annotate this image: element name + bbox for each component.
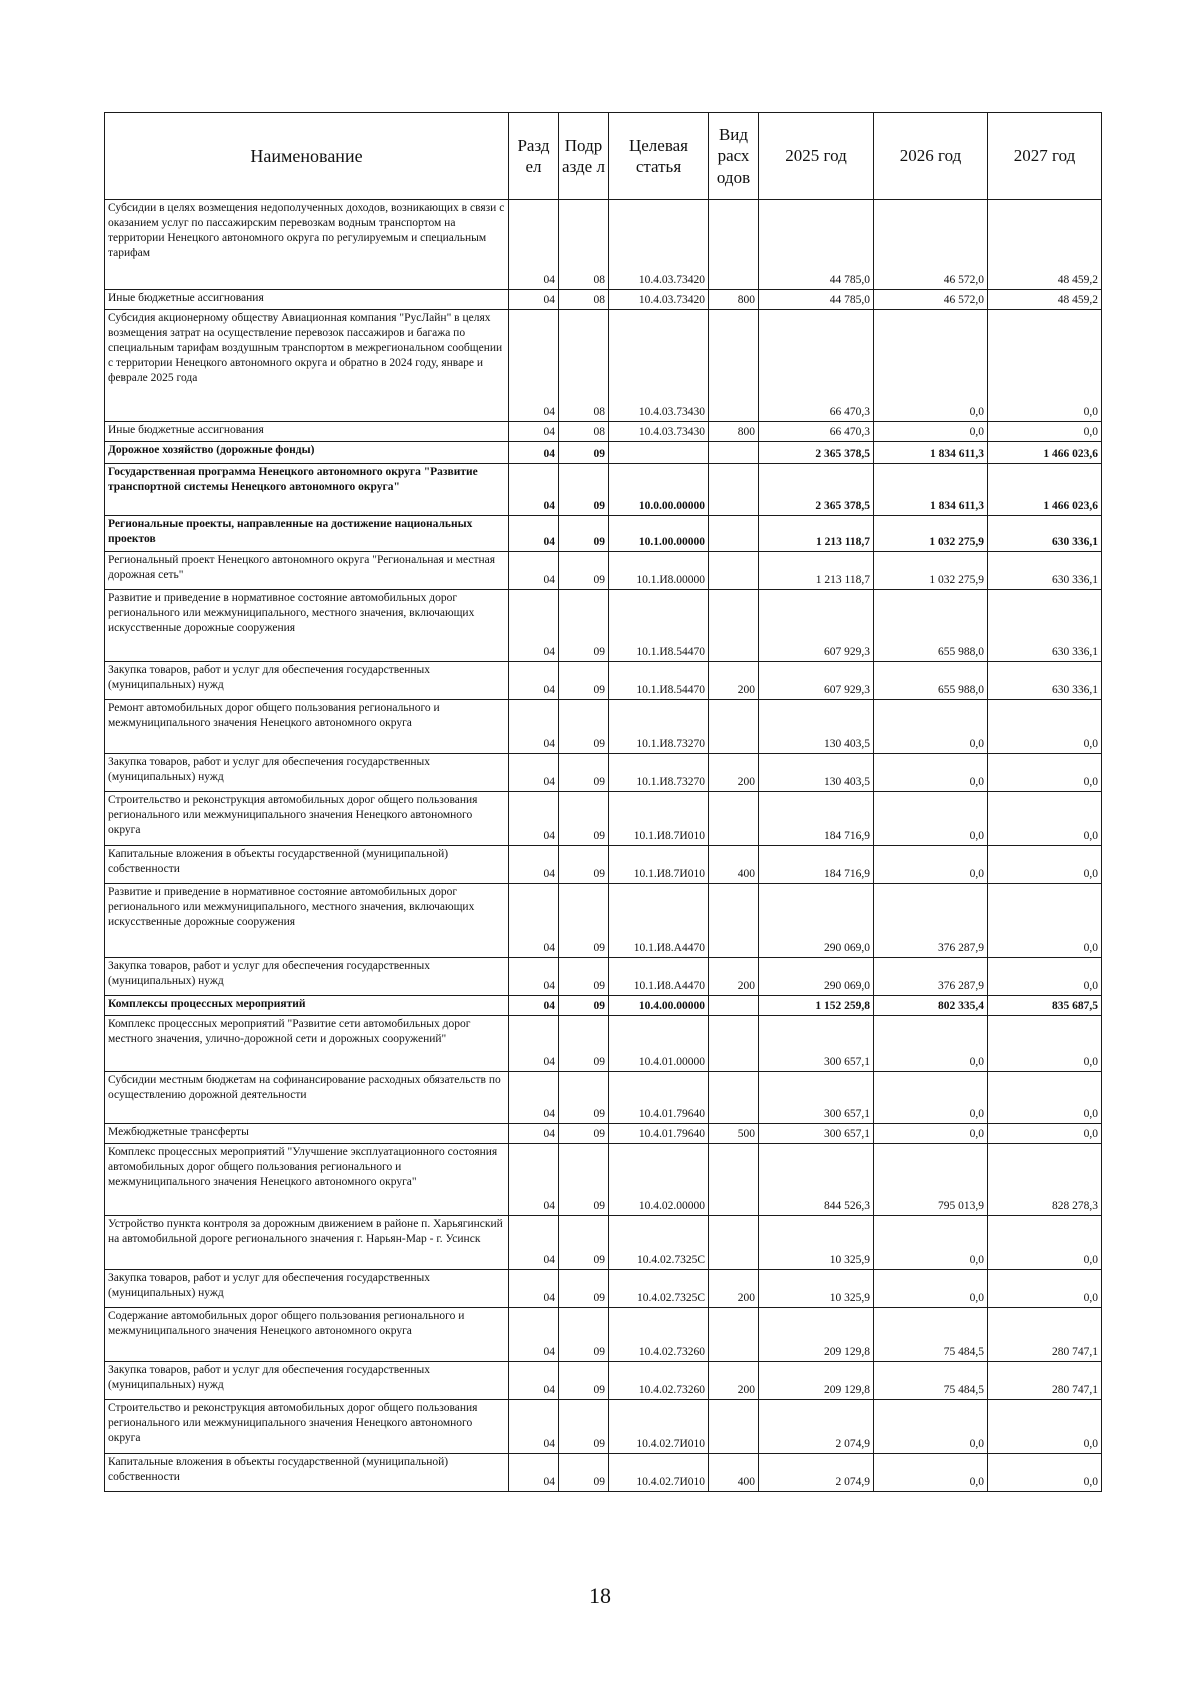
cell-2025: 1 152 259,8 <box>759 996 874 1016</box>
cell-2025: 2 074,9 <box>759 1400 874 1454</box>
header-podrazdel: Подр азде л <box>559 113 609 200</box>
cell-razdel: 04 <box>509 700 559 754</box>
cell-2026: 0,0 <box>874 846 988 884</box>
cell-2025: 209 129,8 <box>759 1308 874 1362</box>
cell-podrazdel: 09 <box>559 996 609 1016</box>
table-row <box>105 1016 1102 1072</box>
cell-target: 10.1.И8.73270 <box>609 754 709 792</box>
cell-name: Субсидии в целях возмещения недополученных доходов, возникающих в связи с оказанием услуг по пассажирским перевозкам водным транспортом на территории Ненецкого автономного округа по регулируемым и специальным тарифам <box>105 200 509 290</box>
cell-vid <box>709 200 759 290</box>
header-2027: 2027 год <box>988 113 1102 200</box>
table-row <box>105 590 1102 662</box>
cell-podrazdel: 09 <box>559 700 609 754</box>
cell-target: 10.4.01.79640 <box>609 1072 709 1124</box>
cell-name: Устройство пункта контроля за дорожным движением в районе п. Харьягинский на автомобильной дороге регионального значения г. Нарьян-Мар - г. Усинск <box>105 1216 509 1270</box>
cell-podrazdel: 09 <box>559 442 609 464</box>
cell-2025: 2 365 378,5 <box>759 442 874 464</box>
cell-target: 10.4.02.73260 <box>609 1362 709 1400</box>
cell-target: 10.4.02.7325С <box>609 1270 709 1308</box>
cell-2027: 630 336,1 <box>988 662 1102 700</box>
table-row <box>105 464 1102 516</box>
cell-2025: 184 716,9 <box>759 792 874 846</box>
table-row <box>105 846 1102 884</box>
cell-podrazdel: 08 <box>559 310 609 422</box>
cell-2025: 290 069,0 <box>759 958 874 996</box>
cell-2025: 10 325,9 <box>759 1216 874 1270</box>
table-row <box>105 552 1102 590</box>
table-row <box>105 442 1102 464</box>
cell-vid <box>709 1400 759 1454</box>
cell-razdel: 04 <box>509 422 559 442</box>
cell-2025: 184 716,9 <box>759 846 874 884</box>
table-row <box>105 1270 1102 1308</box>
cell-razdel: 04 <box>509 1400 559 1454</box>
cell-2026: 0,0 <box>874 1016 988 1072</box>
cell-razdel: 04 <box>509 884 559 958</box>
cell-target: 10.4.02.7325С <box>609 1216 709 1270</box>
cell-2025: 300 657,1 <box>759 1016 874 1072</box>
cell-razdel: 04 <box>509 290 559 310</box>
cell-razdel: 04 <box>509 1362 559 1400</box>
cell-vid: 400 <box>709 1454 759 1492</box>
cell-vid <box>709 700 759 754</box>
cell-vid: 500 <box>709 1124 759 1144</box>
cell-2027: 1 466 023,6 <box>988 442 1102 464</box>
header-vid: Вид расх одов <box>709 113 759 200</box>
cell-2026: 795 013,9 <box>874 1144 988 1216</box>
cell-2027: 48 459,2 <box>988 200 1102 290</box>
cell-vid <box>709 1308 759 1362</box>
cell-2026: 376 287,9 <box>874 958 988 996</box>
cell-2026: 0,0 <box>874 1216 988 1270</box>
cell-vid <box>709 1216 759 1270</box>
cell-2025: 209 129,8 <box>759 1362 874 1400</box>
cell-target: 10.1.И8.54470 <box>609 662 709 700</box>
table-body <box>105 200 1102 1492</box>
cell-2027: 48 459,2 <box>988 290 1102 310</box>
cell-2025: 10 325,9 <box>759 1270 874 1308</box>
header-2025: 2025 год <box>759 113 874 200</box>
cell-name: Капитальные вложения в объекты государственной (муниципальной) собственности <box>105 1454 509 1492</box>
cell-2027: 0,0 <box>988 310 1102 422</box>
cell-podrazdel: 08 <box>559 290 609 310</box>
header-name: Наименование <box>105 113 509 200</box>
cell-podrazdel: 09 <box>559 1144 609 1216</box>
cell-2026: 1 834 611,3 <box>874 464 988 516</box>
cell-podrazdel: 09 <box>559 662 609 700</box>
table-row <box>105 792 1102 846</box>
cell-target: 10.1.И8.7И010 <box>609 792 709 846</box>
cell-target: 10.0.00.00000 <box>609 464 709 516</box>
cell-razdel: 04 <box>509 1072 559 1124</box>
cell-razdel: 04 <box>509 1124 559 1144</box>
header-target: Целевая статья <box>609 113 709 200</box>
cell-vid: 200 <box>709 1270 759 1308</box>
cell-2026: 0,0 <box>874 1270 988 1308</box>
cell-target: 10.1.И8.7И010 <box>609 846 709 884</box>
cell-podrazdel: 09 <box>559 1216 609 1270</box>
cell-2026: 0,0 <box>874 1400 988 1454</box>
cell-vid: 200 <box>709 662 759 700</box>
cell-2026: 46 572,0 <box>874 290 988 310</box>
cell-vid <box>709 1072 759 1124</box>
cell-razdel: 04 <box>509 1270 559 1308</box>
table-row <box>105 1400 1102 1454</box>
cell-2026: 75 484,5 <box>874 1308 988 1362</box>
cell-podrazdel: 09 <box>559 1308 609 1362</box>
cell-2027: 0,0 <box>988 1072 1102 1124</box>
cell-razdel: 04 <box>509 310 559 422</box>
cell-vid: 200 <box>709 958 759 996</box>
cell-podrazdel: 09 <box>559 1072 609 1124</box>
cell-vid <box>709 884 759 958</box>
cell-2026: 0,0 <box>874 310 988 422</box>
cell-2026: 1 834 611,3 <box>874 442 988 464</box>
cell-target <box>609 442 709 464</box>
table-row <box>105 1144 1102 1216</box>
table-row <box>105 290 1102 310</box>
cell-podrazdel: 09 <box>559 846 609 884</box>
cell-2026: 0,0 <box>874 422 988 442</box>
cell-2025: 1 213 118,7 <box>759 516 874 552</box>
cell-2027: 280 747,1 <box>988 1308 1102 1362</box>
table-row <box>105 1216 1102 1270</box>
cell-2025: 66 470,3 <box>759 422 874 442</box>
cell-target: 10.1.И8.00000 <box>609 552 709 590</box>
cell-podrazdel: 08 <box>559 200 609 290</box>
cell-razdel: 04 <box>509 200 559 290</box>
cell-target: 10.1.И8.54470 <box>609 590 709 662</box>
cell-name: Иные бюджетные ассигнования <box>105 290 509 310</box>
cell-name: Капитальные вложения в объекты государственной (муниципальной) собственности <box>105 846 509 884</box>
table-row <box>105 884 1102 958</box>
cell-2027: 0,0 <box>988 1016 1102 1072</box>
cell-name: Закупка товаров, работ и услуг для обеспечения государственных (муниципальных) нужд <box>105 754 509 792</box>
cell-2027: 0,0 <box>988 846 1102 884</box>
cell-razdel: 04 <box>509 1016 559 1072</box>
cell-2025: 2 074,9 <box>759 1454 874 1492</box>
cell-razdel: 04 <box>509 1308 559 1362</box>
cell-podrazdel: 09 <box>559 1016 609 1072</box>
cell-vid <box>709 516 759 552</box>
cell-razdel: 04 <box>509 464 559 516</box>
cell-name: Содержание автомобильных дорог общего пользования регионального и межмуниципального значения Ненецкого автономного округа <box>105 1308 509 1362</box>
cell-razdel: 04 <box>509 552 559 590</box>
cell-vid <box>709 590 759 662</box>
cell-2026: 802 335,4 <box>874 996 988 1016</box>
cell-razdel: 04 <box>509 1216 559 1270</box>
cell-podrazdel: 09 <box>559 754 609 792</box>
cell-2025: 44 785,0 <box>759 200 874 290</box>
table-row <box>105 1308 1102 1362</box>
cell-2027: 630 336,1 <box>988 590 1102 662</box>
cell-target: 10.4.02.00000 <box>609 1144 709 1216</box>
cell-razdel: 04 <box>509 1144 559 1216</box>
cell-2027: 280 747,1 <box>988 1362 1102 1400</box>
cell-2026: 0,0 <box>874 792 988 846</box>
cell-2027: 0,0 <box>988 958 1102 996</box>
cell-2027: 0,0 <box>988 1124 1102 1144</box>
cell-name: Субсидии местным бюджетам на софинансирование расходных обязательств по осуществлению дорожной деятельности <box>105 1072 509 1124</box>
cell-vid <box>709 1144 759 1216</box>
cell-target: 10.4.02.7И010 <box>609 1454 709 1492</box>
cell-razdel: 04 <box>509 754 559 792</box>
cell-podrazdel: 09 <box>559 884 609 958</box>
cell-2025: 66 470,3 <box>759 310 874 422</box>
cell-target: 10.1.И8.73270 <box>609 700 709 754</box>
table-row <box>105 516 1102 552</box>
cell-podrazdel: 09 <box>559 792 609 846</box>
cell-name: Региональные проекты, направленные на достижение национальных проектов <box>105 516 509 552</box>
cell-target: 10.1.00.00000 <box>609 516 709 552</box>
cell-name: Иные бюджетные ассигнования <box>105 422 509 442</box>
cell-2025: 607 929,3 <box>759 662 874 700</box>
cell-podrazdel: 09 <box>559 464 609 516</box>
table-row <box>105 310 1102 422</box>
cell-name: Государственная программа Ненецкого автономного округа "Развитие транспортной системы Ненецкого автономного округа" <box>105 464 509 516</box>
cell-2026: 655 988,0 <box>874 662 988 700</box>
cell-name: Дорожное хозяйство (дорожные фонды) <box>105 442 509 464</box>
table-header-row <box>105 113 1102 200</box>
cell-target: 10.1.И8.А4470 <box>609 958 709 996</box>
cell-2026: 46 572,0 <box>874 200 988 290</box>
cell-name: Строительство и реконструкция автомобильных дорог общего пользования регионального или межмуниципального значения Ненецкого автономного округа <box>105 792 509 846</box>
cell-name: Межбюджетные трансферты <box>105 1124 509 1144</box>
cell-2026: 1 032 275,9 <box>874 552 988 590</box>
table-row <box>105 1124 1102 1144</box>
cell-podrazdel: 09 <box>559 1124 609 1144</box>
cell-target: 10.4.02.73260 <box>609 1308 709 1362</box>
cell-2026: 655 988,0 <box>874 590 988 662</box>
cell-name: Комплекс процессных мероприятий "Улучшение эксплуатационного состояния автомобильных дорог общего пользования регионального и межмуниципального значения Ненецкого автономного округа" <box>105 1144 509 1216</box>
table-row <box>105 422 1102 442</box>
cell-2026: 0,0 <box>874 754 988 792</box>
cell-vid: 200 <box>709 1362 759 1400</box>
cell-2027: 630 336,1 <box>988 516 1102 552</box>
budget-table <box>104 112 1102 1492</box>
cell-vid <box>709 552 759 590</box>
table-row <box>105 700 1102 754</box>
cell-podrazdel: 09 <box>559 590 609 662</box>
cell-vid: 800 <box>709 290 759 310</box>
cell-target: 10.4.01.79640 <box>609 1124 709 1144</box>
cell-target: 10.1.И8.А4470 <box>609 884 709 958</box>
cell-vid <box>709 464 759 516</box>
cell-name: Ремонт автомобильных дорог общего пользования регионального и межмуниципального значения Ненецкого автономного округа <box>105 700 509 754</box>
cell-name: Комплекс процессных мероприятий "Развитие сети автомобильных дорог местного значения, улично-дорожной сети и дорожных сооружений" <box>105 1016 509 1072</box>
cell-razdel: 04 <box>509 846 559 884</box>
cell-razdel: 04 <box>509 516 559 552</box>
cell-2027: 630 336,1 <box>988 552 1102 590</box>
cell-2025: 844 526,3 <box>759 1144 874 1216</box>
cell-2026: 0,0 <box>874 1454 988 1492</box>
cell-podrazdel: 09 <box>559 1400 609 1454</box>
cell-name: Закупка товаров, работ и услуг для обеспечения государственных (муниципальных) нужд <box>105 1362 509 1400</box>
page-number: 18 <box>589 1583 611 1608</box>
table-row <box>105 1362 1102 1400</box>
cell-2027: 1 466 023,6 <box>988 464 1102 516</box>
cell-name: Закупка товаров, работ и услуг для обеспечения государственных (муниципальных) нужд <box>105 662 509 700</box>
cell-razdel: 04 <box>509 958 559 996</box>
cell-razdel: 04 <box>509 996 559 1016</box>
cell-2027: 0,0 <box>988 1454 1102 1492</box>
cell-podrazdel: 09 <box>559 958 609 996</box>
cell-vid: 800 <box>709 422 759 442</box>
cell-2027: 0,0 <box>988 792 1102 846</box>
cell-2025: 290 069,0 <box>759 884 874 958</box>
cell-2026: 0,0 <box>874 1072 988 1124</box>
cell-2027: 0,0 <box>988 422 1102 442</box>
cell-vid: 200 <box>709 754 759 792</box>
cell-target: 10.4.03.73420 <box>609 290 709 310</box>
cell-2027: 0,0 <box>988 700 1102 754</box>
cell-target: 10.4.03.73430 <box>609 310 709 422</box>
cell-vid <box>709 310 759 422</box>
cell-name: Развитие и приведение в нормативное состояние автомобильных дорог регионального или межмуниципального, местного значения, включающих искусственные дорожные сооружения <box>105 884 509 958</box>
table-row <box>105 996 1102 1016</box>
cell-target: 10.4.00.00000 <box>609 996 709 1016</box>
cell-razdel: 04 <box>509 590 559 662</box>
table-row <box>105 958 1102 996</box>
cell-podrazdel: 08 <box>559 422 609 442</box>
cell-2026: 0,0 <box>874 1124 988 1144</box>
cell-name: Комплексы процессных мероприятий <box>105 996 509 1016</box>
cell-name: Строительство и реконструкция автомобильных дорог общего пользования регионального или межмуниципального значения Ненецкого автономного округа <box>105 1400 509 1454</box>
cell-2027: 835 687,5 <box>988 996 1102 1016</box>
cell-name: Субсидия акционерному обществу Авиационная компания "РусЛайн" в целях возмещения затрат на осуществление перевозок пассажиров и багажа по специальным тарифам воздушным транспортом в межрегиональном сообщении с территории Ненецкого автономного округа и обратно в 2024 году, январе и феврале 2025 года <box>105 310 509 422</box>
cell-podrazdel: 09 <box>559 1454 609 1492</box>
cell-target: 10.4.03.73430 <box>609 422 709 442</box>
cell-podrazdel: 09 <box>559 516 609 552</box>
header-2026: 2026 год <box>874 113 988 200</box>
cell-razdel: 04 <box>509 662 559 700</box>
table-row <box>105 1454 1102 1492</box>
cell-name: Развитие и приведение в нормативное состояние автомобильных дорог регионального или межмуниципального, местного значения, включающих искусственные дорожные сооружения <box>105 590 509 662</box>
cell-target: 10.4.01.00000 <box>609 1016 709 1072</box>
cell-2027: 0,0 <box>988 1400 1102 1454</box>
cell-vid <box>709 792 759 846</box>
table-row <box>105 754 1102 792</box>
cell-name: Закупка товаров, работ и услуг для обеспечения государственных (муниципальных) нужд <box>105 1270 509 1308</box>
cell-2027: 0,0 <box>988 754 1102 792</box>
cell-2026: 376 287,9 <box>874 884 988 958</box>
cell-2027: 0,0 <box>988 884 1102 958</box>
table-row <box>105 1072 1102 1124</box>
cell-2027: 828 278,3 <box>988 1144 1102 1216</box>
cell-target: 10.4.03.73420 <box>609 200 709 290</box>
cell-2026: 0,0 <box>874 700 988 754</box>
cell-2025: 607 929,3 <box>759 590 874 662</box>
cell-razdel: 04 <box>509 1454 559 1492</box>
table-row <box>105 200 1102 290</box>
cell-podrazdel: 09 <box>559 1362 609 1400</box>
cell-vid: 400 <box>709 846 759 884</box>
cell-2026: 75 484,5 <box>874 1362 988 1400</box>
cell-2025: 300 657,1 <box>759 1124 874 1144</box>
cell-2025: 300 657,1 <box>759 1072 874 1124</box>
cell-vid <box>709 442 759 464</box>
cell-podrazdel: 09 <box>559 552 609 590</box>
cell-vid <box>709 996 759 1016</box>
table-row <box>105 662 1102 700</box>
cell-podrazdel: 09 <box>559 1270 609 1308</box>
cell-2025: 44 785,0 <box>759 290 874 310</box>
cell-2026: 1 032 275,9 <box>874 516 988 552</box>
cell-vid <box>709 1016 759 1072</box>
cell-name: Закупка товаров, работ и услуг для обеспечения государственных (муниципальных) нужд <box>105 958 509 996</box>
cell-razdel: 04 <box>509 442 559 464</box>
cell-razdel: 04 <box>509 792 559 846</box>
cell-2025: 2 365 378,5 <box>759 464 874 516</box>
cell-2027: 0,0 <box>988 1216 1102 1270</box>
header-razdel: Разд ел <box>509 113 559 200</box>
cell-2027: 0,0 <box>988 1270 1102 1308</box>
cell-2025: 1 213 118,7 <box>759 552 874 590</box>
cell-name: Региональный проект Ненецкого автономного округа "Региональная и местная дорожная сеть" <box>105 552 509 590</box>
cell-2025: 130 403,5 <box>759 700 874 754</box>
cell-2025: 130 403,5 <box>759 754 874 792</box>
cell-target: 10.4.02.7И010 <box>609 1400 709 1454</box>
